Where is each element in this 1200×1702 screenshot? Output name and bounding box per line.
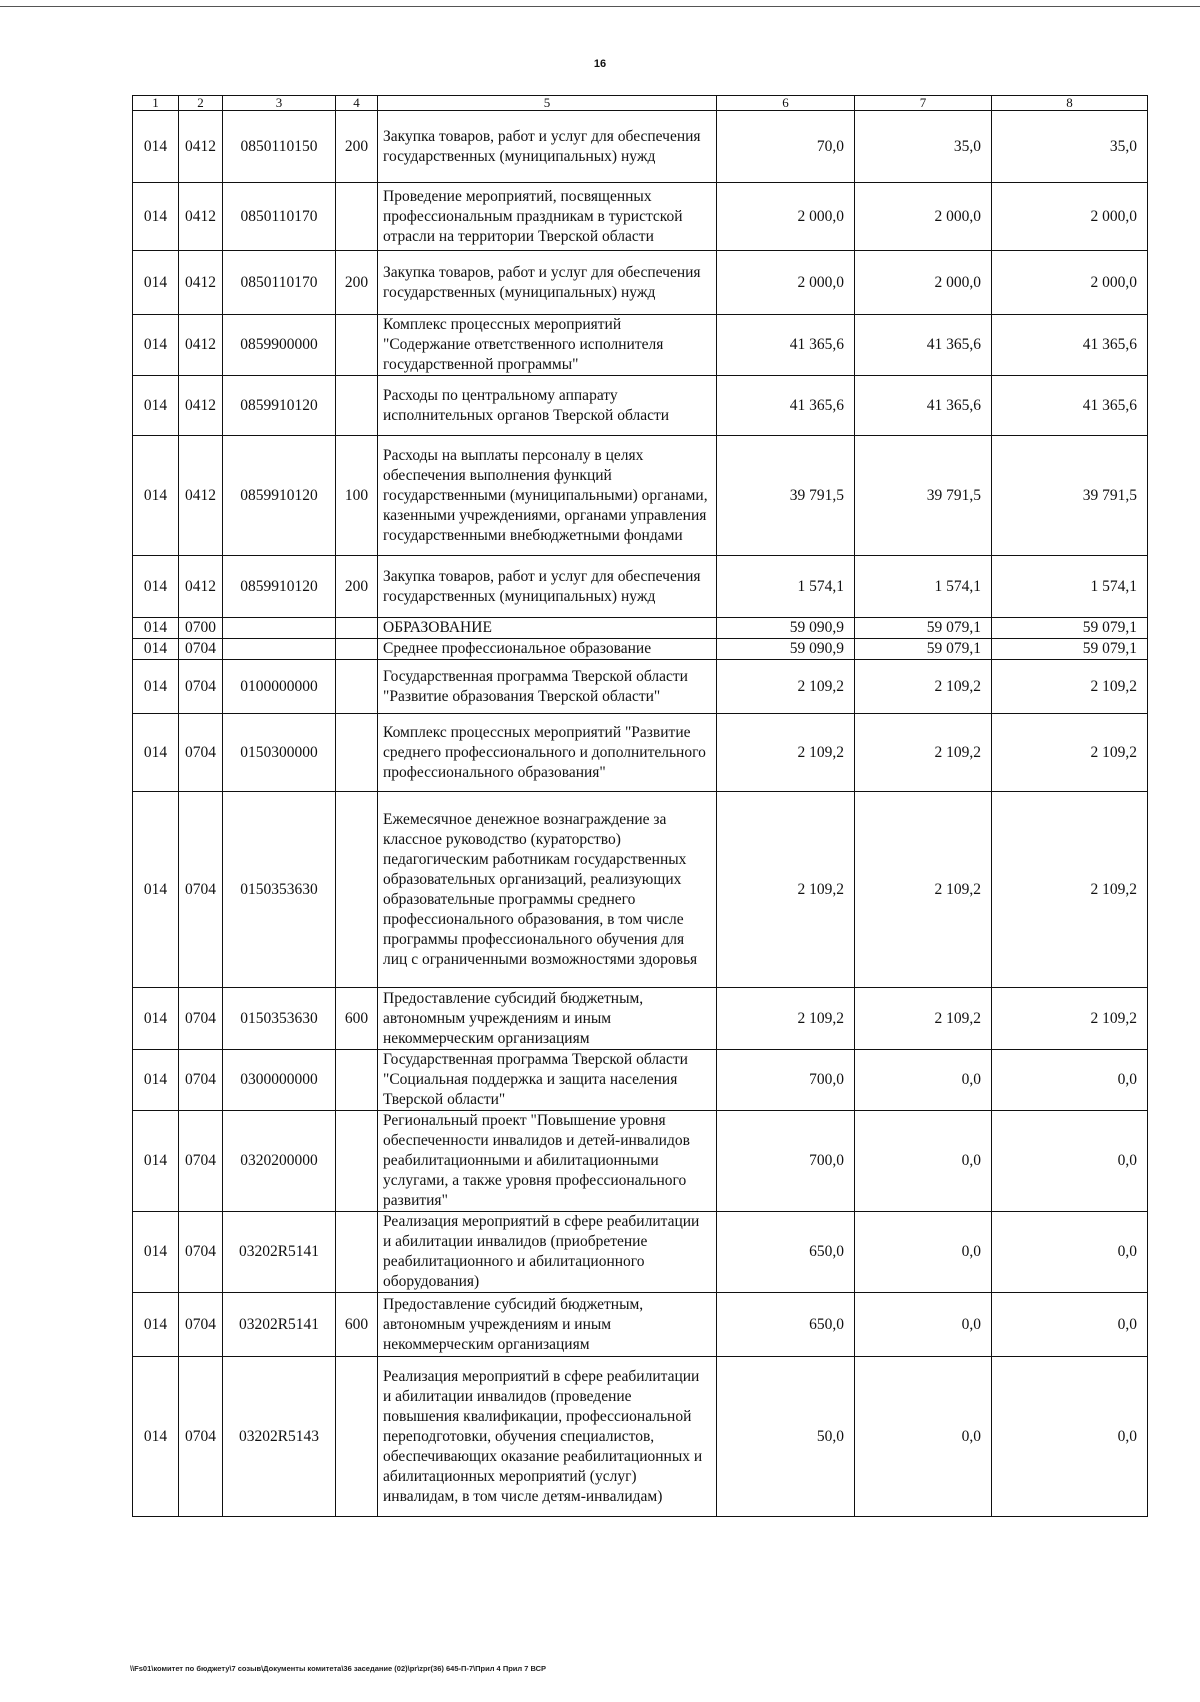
table-row — [133, 1050, 1148, 1111]
cell-amount: 35,0 — [855, 111, 992, 183]
cell-amount: 50,0 — [717, 1357, 855, 1517]
cell-section: 0704 — [179, 988, 223, 1050]
cell-section: 0700 — [179, 618, 223, 639]
table-row — [133, 251, 1148, 315]
cell-section: 0704 — [179, 1357, 223, 1517]
cell-chapter: 014 — [133, 1357, 179, 1517]
cell-description: Расходы на выплаты персоналу в целях обеспечения выполнения функций государственными (муниципальными) органами, казенными учреждениями, органами управления государственными внебюджетными фондами — [378, 436, 717, 556]
cell-expense-type — [336, 315, 378, 376]
cell-section: 0704 — [179, 1212, 223, 1293]
cell-description: Комплекс процессных мероприятий "Развитие среднего профессионального и дополнительного профессионального образования" — [378, 714, 717, 792]
page-number: 16 — [593, 58, 607, 70]
cell-chapter: 014 — [133, 618, 179, 639]
cell-amount: 41 365,6 — [992, 376, 1148, 436]
cell-amount: 59 090,9 — [717, 639, 855, 660]
cell-amount: 2 000,0 — [717, 251, 855, 315]
cell-chapter: 014 — [133, 792, 179, 988]
column-header: 6 — [717, 96, 855, 111]
cell-expense-type — [336, 1111, 378, 1212]
cell-expense-type — [336, 1050, 378, 1111]
cell-description: Комплекс процессных мероприятий "Содержание ответственного исполнителя государственной программы" — [378, 315, 717, 376]
cell-amount: 2 000,0 — [717, 183, 855, 251]
cell-amount: 2 109,2 — [855, 988, 992, 1050]
cell-description: Ежемесячное денежное вознаграждение за классное руководство (кураторство) педагогическим работникам государственных образовательных организаций, реализующих образовательные программы среднего профессионального образования, в том числе программы профессионального обучения для лиц с ограниченными возможностями здоровья — [378, 792, 717, 988]
cell-expense-type — [336, 1357, 378, 1517]
cell-amount: 0,0 — [992, 1293, 1148, 1357]
cell-section: 0412 — [179, 183, 223, 251]
cell-amount: 2 000,0 — [992, 183, 1148, 251]
cell-chapter: 014 — [133, 315, 179, 376]
cell-description: Предоставление субсидий бюджетным, автономным учреждениям и иным некоммерческим организациям — [378, 988, 717, 1050]
cell-amount: 41 365,6 — [992, 315, 1148, 376]
cell-amount: 2 109,2 — [717, 988, 855, 1050]
cell-chapter: 014 — [133, 436, 179, 556]
cell-target-article — [223, 639, 336, 660]
table-row — [133, 111, 1148, 183]
column-header: 8 — [992, 96, 1148, 111]
cell-section: 0412 — [179, 315, 223, 376]
cell-chapter: 014 — [133, 1212, 179, 1293]
table-row — [133, 1111, 1148, 1212]
cell-amount: 0,0 — [992, 1111, 1148, 1212]
cell-description: Реализация мероприятий в сфере реабилитации и абилитации инвалидов (проведение повышения квалификации, профессиональной переподготовки, обучения специалистов, обеспечивающих оказание реабилитационных и абилитационных мероприятий (услуг) инвалидам, в том числе детям-инвалидам) — [378, 1357, 717, 1517]
column-header: 5 — [378, 96, 717, 111]
cell-amount: 2 000,0 — [992, 251, 1148, 315]
cell-section: 0704 — [179, 792, 223, 988]
cell-expense-type: 200 — [336, 111, 378, 183]
cell-amount: 0,0 — [855, 1212, 992, 1293]
cell-amount: 59 079,1 — [992, 618, 1148, 639]
cell-amount: 0,0 — [992, 1050, 1148, 1111]
cell-description: Реализация мероприятий в сфере реабилитации и абилитации инвалидов (приобретение реабилитационного и абилитационного оборудования) — [378, 1212, 717, 1293]
table-row — [133, 1293, 1148, 1357]
cell-description: Региональный проект "Повышение уровня обеспеченности инвалидов и детей-инвалидов реабилитационными и абилитационными услугами, а также уровня профессионального развития" — [378, 1111, 717, 1212]
cell-description: Проведение мероприятий, посвященных профессиональным праздникам в туристской отрасли на территории Тверской области — [378, 183, 717, 251]
table-row — [133, 315, 1148, 376]
column-number-row — [133, 96, 1148, 111]
cell-target-article — [223, 618, 336, 639]
cell-expense-type — [336, 1212, 378, 1293]
cell-amount: 70,0 — [717, 111, 855, 183]
table-row — [133, 1357, 1148, 1517]
cell-chapter: 014 — [133, 556, 179, 618]
cell-amount: 59 079,1 — [855, 639, 992, 660]
cell-amount: 1 574,1 — [992, 556, 1148, 618]
cell-amount: 2 109,2 — [992, 714, 1148, 792]
cell-amount: 2 109,2 — [717, 714, 855, 792]
table-row — [133, 376, 1148, 436]
cell-amount: 1 574,1 — [717, 556, 855, 618]
cell-target-article: 0859910120 — [223, 376, 336, 436]
cell-target-article: 0320200000 — [223, 1111, 336, 1212]
budget-table — [132, 95, 1148, 1517]
cell-section: 0412 — [179, 556, 223, 618]
column-header: 3 — [223, 96, 336, 111]
cell-description: Государственная программа Тверской области "Социальная поддержка и защита населения Тверской области" — [378, 1050, 717, 1111]
cell-description: Закупка товаров, работ и услуг для обеспечения государственных (муниципальных) нужд — [378, 556, 717, 618]
cell-description: Предоставление субсидий бюджетным, автономным учреждениям и иным некоммерческим организациям — [378, 1293, 717, 1357]
cell-target-article: 0100000000 — [223, 660, 336, 714]
column-header: 4 — [336, 96, 378, 111]
cell-amount: 0,0 — [992, 1357, 1148, 1517]
cell-amount: 0,0 — [855, 1357, 992, 1517]
cell-section: 0412 — [179, 436, 223, 556]
cell-target-article: 0150300000 — [223, 714, 336, 792]
cell-section: 0704 — [179, 714, 223, 792]
cell-amount: 2 109,2 — [992, 792, 1148, 988]
cell-chapter: 014 — [133, 660, 179, 714]
column-header: 1 — [133, 96, 179, 111]
cell-expense-type: 200 — [336, 251, 378, 315]
column-header: 7 — [855, 96, 992, 111]
cell-expense-type — [336, 792, 378, 988]
table-row — [133, 1212, 1148, 1293]
table-row — [133, 556, 1148, 618]
cell-amount: 39 791,5 — [717, 436, 855, 556]
cell-expense-type: 100 — [336, 436, 378, 556]
table-body — [133, 111, 1148, 1517]
cell-expense-type — [336, 618, 378, 639]
cell-target-article: 0850110170 — [223, 251, 336, 315]
cell-section: 0704 — [179, 639, 223, 660]
table-row — [133, 183, 1148, 251]
cell-amount: 650,0 — [717, 1212, 855, 1293]
table-row — [133, 660, 1148, 714]
cell-target-article: 0850110170 — [223, 183, 336, 251]
cell-chapter: 014 — [133, 376, 179, 436]
cell-amount: 41 365,6 — [855, 376, 992, 436]
scan-top-edge — [0, 6, 1200, 7]
cell-section: 0412 — [179, 376, 223, 436]
cell-section: 0704 — [179, 660, 223, 714]
cell-expense-type: 600 — [336, 1293, 378, 1357]
cell-amount: 2 109,2 — [992, 660, 1148, 714]
cell-target-article: 0850110150 — [223, 111, 336, 183]
cell-amount: 2 109,2 — [717, 792, 855, 988]
cell-chapter: 014 — [133, 1111, 179, 1212]
cell-amount: 650,0 — [717, 1293, 855, 1357]
cell-amount: 39 791,5 — [855, 436, 992, 556]
cell-amount: 0,0 — [855, 1293, 992, 1357]
cell-chapter: 014 — [133, 1293, 179, 1357]
cell-amount: 41 365,6 — [717, 376, 855, 436]
cell-target-article: 0150353630 — [223, 792, 336, 988]
cell-chapter: 014 — [133, 251, 179, 315]
cell-target-article: 0859910120 — [223, 436, 336, 556]
table-row — [133, 639, 1148, 660]
cell-target-article: 03202R5143 — [223, 1357, 336, 1517]
cell-expense-type — [336, 660, 378, 714]
cell-expense-type: 600 — [336, 988, 378, 1050]
cell-chapter: 014 — [133, 639, 179, 660]
cell-description: Расходы по центральному аппарату исполнительных органов Тверской области — [378, 376, 717, 436]
cell-chapter: 014 — [133, 988, 179, 1050]
cell-expense-type — [336, 714, 378, 792]
cell-expense-type — [336, 376, 378, 436]
cell-description: Среднее профессиональное образование — [378, 639, 717, 660]
cell-description: ОБРАЗОВАНИЕ — [378, 618, 717, 639]
table-row — [133, 436, 1148, 556]
cell-amount: 700,0 — [717, 1050, 855, 1111]
cell-amount: 2 000,0 — [855, 183, 992, 251]
cell-amount: 35,0 — [992, 111, 1148, 183]
cell-amount: 700,0 — [717, 1111, 855, 1212]
table-row — [133, 792, 1148, 988]
cell-amount: 2 109,2 — [855, 660, 992, 714]
cell-section: 0412 — [179, 251, 223, 315]
cell-amount: 41 365,6 — [855, 315, 992, 376]
column-header: 2 — [179, 96, 223, 111]
cell-target-article: 0859900000 — [223, 315, 336, 376]
cell-target-article: 03202R5141 — [223, 1293, 336, 1357]
cell-target-article: 0300000000 — [223, 1050, 336, 1111]
cell-chapter: 014 — [133, 111, 179, 183]
table-row — [133, 988, 1148, 1050]
cell-amount: 59 079,1 — [992, 639, 1148, 660]
cell-amount: 2 109,2 — [855, 714, 992, 792]
cell-chapter: 014 — [133, 714, 179, 792]
cell-amount: 2 109,2 — [855, 792, 992, 988]
file-path-footer: \\Fs01\комитет по бюджету\7 созыв\Документы комитета\36 заседание (02)\pr\zpr(36) 645-П-7\Прил 4 Прил 7 ВСР — [130, 1664, 547, 1673]
cell-amount: 2 109,2 — [717, 660, 855, 714]
cell-description: Закупка товаров, работ и услуг для обеспечения государственных (муниципальных) нужд — [378, 111, 717, 183]
cell-section: 0412 — [179, 111, 223, 183]
cell-amount: 41 365,6 — [717, 315, 855, 376]
cell-amount: 0,0 — [855, 1111, 992, 1212]
cell-section: 0704 — [179, 1111, 223, 1212]
cell-target-article: 03202R5141 — [223, 1212, 336, 1293]
cell-amount: 1 574,1 — [855, 556, 992, 618]
cell-description: Закупка товаров, работ и услуг для обеспечения государственных (муниципальных) нужд — [378, 251, 717, 315]
table-row — [133, 714, 1148, 792]
cell-amount: 2 109,2 — [992, 988, 1148, 1050]
cell-expense-type — [336, 639, 378, 660]
table-row — [133, 618, 1148, 639]
cell-amount: 0,0 — [855, 1050, 992, 1111]
cell-target-article: 0150353630 — [223, 988, 336, 1050]
cell-description: Государственная программа Тверской области "Развитие образования Тверской области" — [378, 660, 717, 714]
cell-amount: 59 079,1 — [855, 618, 992, 639]
cell-amount: 59 090,9 — [717, 618, 855, 639]
cell-amount: 0,0 — [992, 1212, 1148, 1293]
cell-amount: 2 000,0 — [855, 251, 992, 315]
cell-target-article: 0859910120 — [223, 556, 336, 618]
cell-expense-type — [336, 183, 378, 251]
cell-amount: 39 791,5 — [992, 436, 1148, 556]
cell-chapter: 014 — [133, 183, 179, 251]
cell-chapter: 014 — [133, 1050, 179, 1111]
cell-expense-type: 200 — [336, 556, 378, 618]
cell-section: 0704 — [179, 1293, 223, 1357]
cell-section: 0704 — [179, 1050, 223, 1111]
